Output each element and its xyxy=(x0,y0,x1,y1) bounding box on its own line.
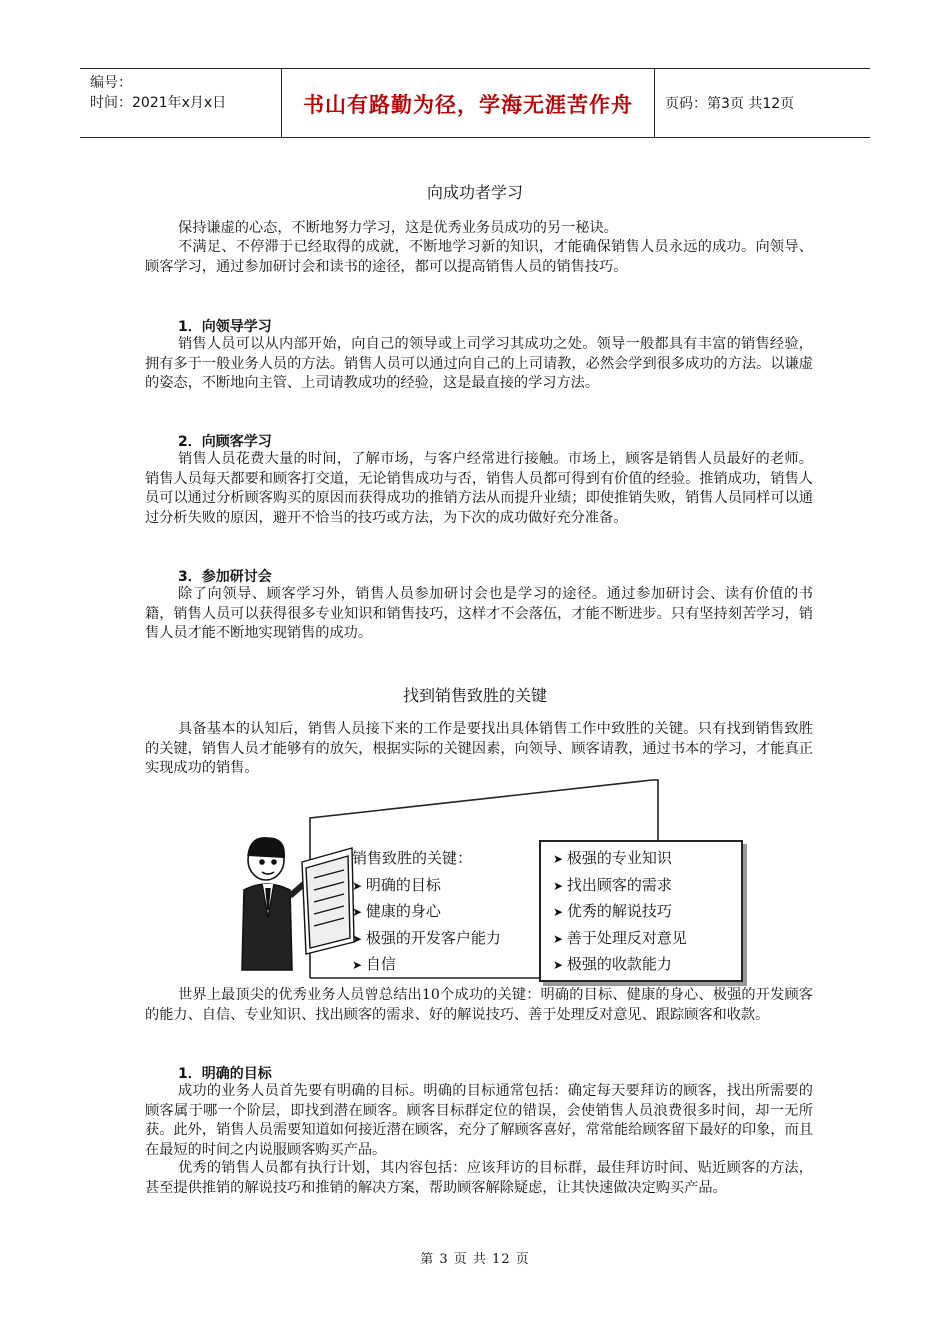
page-footer: 第 3 页 共 12 页 xyxy=(420,1252,530,1267)
figure-item: ➤ 自信 xyxy=(352,952,501,979)
header-meta xyxy=(90,73,226,113)
paragraph: 销售人员可以从内部开始，向自己的领导或上司学习其成功之处。领导一般都具有丰富的销售经验，拥有多于一般业务人员的方法。销售人员可以通过向自己的上司请教，必然会学到很多成功的方法。以谦虚的姿态，不断地向主管、上司请教成功的经验，这是最直接的学习方法。 xyxy=(145,336,813,391)
salesman-illustration xyxy=(242,838,306,970)
header-page-number: 页码：第3页 共12页 xyxy=(665,96,795,112)
paragraph: 销售人员花费大量的时间，了解市场，与客户经常进行接触。市场上，顾客是销售人员最好的老师。销售人员每天都要和顾客打交道，无论销售成功与否，销售人员都可得到有价值的经验。推销成功，销售人员可以通过分析顾客购买的原因而获得成功的推销方法从而提升业绩；即使推销失败，销售人员同样可以通过分析失败的原因，避开不恰当的技巧或方法，为下次的成功做好充分准备。 xyxy=(145,451,813,526)
key-factors-figure xyxy=(232,778,752,988)
header-divider xyxy=(654,69,655,137)
section-title: 找到销售致胜的关键 xyxy=(402,686,547,705)
paragraph: 保持谦虚的心态，不断地努力学习，这是优秀业务员成功的另一秘诀。 xyxy=(178,220,618,236)
figure-item: ➤ 极强的收款能力 xyxy=(553,952,687,979)
figure-heading: 销售致胜的关键： xyxy=(352,849,473,867)
figure-item: ➤ 明确的目标 xyxy=(352,873,501,900)
subsection-heading: 3．参加研讨会 xyxy=(178,569,272,585)
figure-item: ➤ 健康的身心 xyxy=(352,899,501,926)
paragraph: 除了向领导、顾客学习外，销售人员参加研讨会也是学习的途径。通过参加研讨会、读有价值的书籍，销售人员可以获得很多专业知识和销售技巧，这样才不会落伍，才能不断进步。只有坚持刻苦学习，销售人员才能不断地实现销售的成功。 xyxy=(145,586,813,641)
paragraph: 不满足、不停滞于已经取得的成就，不断地学习新的知识，才能确保销售人员永远的成功。向领导、顾客学习，通过参加研讨会和读书的途径，都可以提高销售人员的销售技巧。 xyxy=(145,239,813,275)
document-illustration xyxy=(302,848,354,954)
figure-item: ➤ 极强的开发客户能力 xyxy=(352,926,501,953)
header-code: 编号： xyxy=(90,75,132,91)
figure-item: ➤ 找出顾客的需求 xyxy=(553,873,687,900)
header-date: 时间：2021年x月x日 xyxy=(90,95,227,111)
figure-item: ➤ 优秀的解说技巧 xyxy=(553,899,687,926)
paragraph: 优秀的销售人员都有执行计划，其内容包括：应该拜访的目标群，最佳拜访时间、贴近顾客的方法，甚至提供推销的解说技巧和推销的解决方案，帮助顾客解除疑虑，让其快速做决定购买产品。 xyxy=(145,1160,813,1196)
paragraph: 世界上最顶尖的优秀业务人员曾总结出10个成功的关键：明确的目标、健康的身心、极强的开发顾客的能力、自信、专业知识、找出顾客的需求、好的解说技巧、善于处理反对意见、跟踪顾客和收款。 xyxy=(145,987,813,1023)
subsection-heading: 2．向顾客学习 xyxy=(178,434,272,450)
section-title: 向成功者学习 xyxy=(426,183,523,202)
figure-item: ➤ 极强的专业知识 xyxy=(553,846,687,873)
header-motto: 书山有路勤为径，学海无涯苦作舟 xyxy=(303,92,633,117)
figure-left-list xyxy=(352,846,501,979)
figure-item: ➤ 善于处理反对意见 xyxy=(553,926,687,953)
figure-right-list xyxy=(553,846,687,979)
subsection-heading: 1．明确的目标 xyxy=(178,1066,272,1082)
subsection-heading: 1．向领导学习 xyxy=(178,319,272,335)
paragraph: 成功的业务人员首先要有明确的目标。明确的目标通常包括：确定每天要拜访的顾客，找出所需要的顾客属于哪一个阶层，即找到潜在顾客。顾客目标群定位的错误，会使销售人员浪费很多时间，却一无所获。此外，销售人员需要知道如何接近潜在顾客，充分了解顾客喜好，常常能给顾客留下最好的印象，而且在最短的时间之内说服顾客购买产品。 xyxy=(145,1083,813,1158)
figure-right-box xyxy=(539,840,743,982)
paragraph: 具备基本的认知后，销售人员接下来的工作是要找出具体销售工作中致胜的关键。只有找到销售致胜的关键，销售人员才能够有的放矢，根据实际的关键因素，向领导、顾客请教，通过书本的学习，才能真正实现成功的销售。 xyxy=(145,721,813,776)
page-header xyxy=(80,68,870,138)
